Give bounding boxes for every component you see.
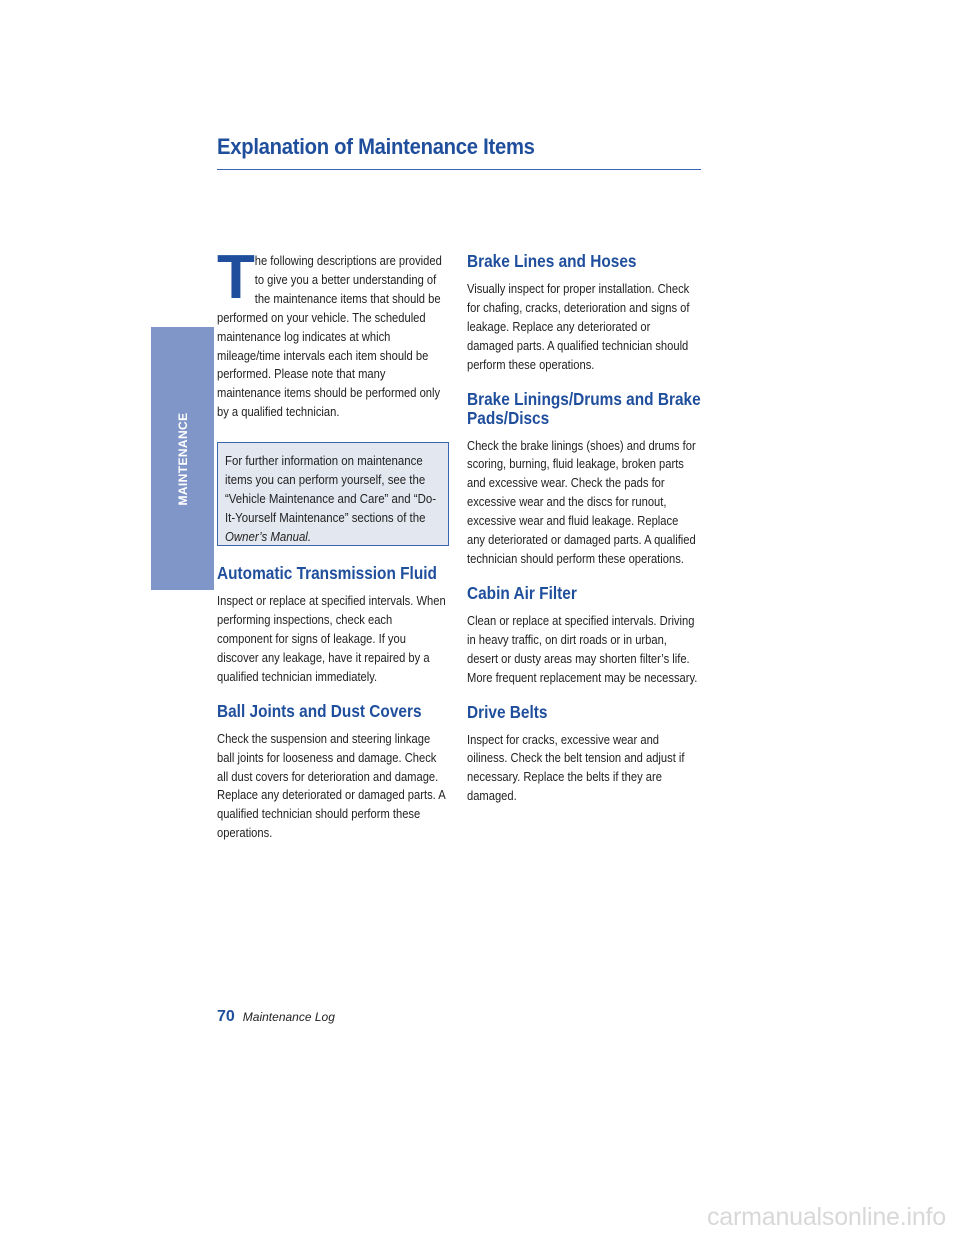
- intro-text: he following descriptions are provided to give you a better understanding of the maintenance items that should be performed on your vehicle. The scheduled maintenance log indicates at which mileage/time intervals each item should be performed. Please note that many maintenance items should be performed only by a qualified technician.: [217, 253, 442, 420]
- section-body: Clean or replace at specified intervals. Driving in heavy traffic, on dirt roads or in urban, desert or dusty areas may shorten filter’s life. More frequent replacement may be necessary.: [467, 612, 698, 685]
- section-body: Check the brake linings (shoes) and drums for scoring, burning, fluid leakage, broken parts and excessive wear. Check the pads for excessive wear and the discs for runout, excessive wear and fluid leakage. Replace any deteriorated or damaged parts. A qualified technician should perform these operations.: [467, 437, 696, 566]
- section-brake-linings-pads: [467, 390, 699, 569]
- section-brake-lines-hoses: [467, 252, 699, 375]
- left-column: [217, 243, 449, 843]
- side-tab-label: MAINTENANCE: [175, 411, 190, 506]
- section-ball-joints-dust-covers: [217, 702, 449, 843]
- section-title: Brake Lines and Hoses: [467, 251, 637, 271]
- section-title: Drive Belts: [467, 701, 548, 722]
- section-automatic-transmission-fluid: [217, 564, 449, 687]
- section-title: Automatic Transmission Fluid: [217, 563, 437, 584]
- note-text: [225, 451, 442, 546]
- section-title: Ball Joints and Dust Covers: [217, 700, 422, 721]
- section-body: Visually inspect for proper installation. Check for chafing, cracks, deterioration and signs of leakage. Replace any deteriorated or damaged parts. A qualified technician should perform these operations.: [467, 281, 690, 372]
- maintenance-side-tab: [151, 327, 214, 590]
- title-divider: [217, 169, 701, 170]
- section-body: Check the suspension and steering linkage ball joints for looseness and damage. Check all dust covers for deterioration and damage. Replace any deteriorated or damaged parts. A qualified technician should perform these operations.: [217, 730, 446, 841]
- intro-paragraph: [217, 243, 449, 422]
- page-number: 70: [217, 1008, 235, 1025]
- note-body: For further information on maintenance items you can perform yourself, see the “Vehicle Maintenance and Care” and “Do-It-Yourself Maintenance” sections of the: [225, 453, 437, 526]
- note-box: [217, 442, 449, 546]
- owners-manual-reference: Owner’s Manual.: [225, 529, 312, 545]
- drop-cap: T: [217, 243, 255, 312]
- page-footer: [217, 1008, 335, 1026]
- right-column: [467, 252, 699, 806]
- section-body: Inspect or replace at specified intervals. When performing inspections, check each component for signs of leakage. If you discover any leakage, have it repaired by a qualified technician immediately.: [217, 593, 446, 684]
- section-body: Inspect for cracks, excessive wear and oiliness. Check the belt tension and adjust if necessary. Replace the belts if they are damaged.: [467, 731, 685, 804]
- section-cabin-air-filter: [467, 584, 699, 688]
- footer-label: Maintenance Log: [242, 1010, 335, 1024]
- section-title: Cabin Air Filter: [467, 582, 577, 603]
- page-title: Explanation of Maintenance Items: [217, 134, 535, 159]
- watermark: carmanualsonline.info: [706, 1203, 946, 1231]
- section-title: Brake Linings/Drums and Brake Pads/Discs: [467, 388, 701, 428]
- section-drive-belts: [467, 703, 699, 807]
